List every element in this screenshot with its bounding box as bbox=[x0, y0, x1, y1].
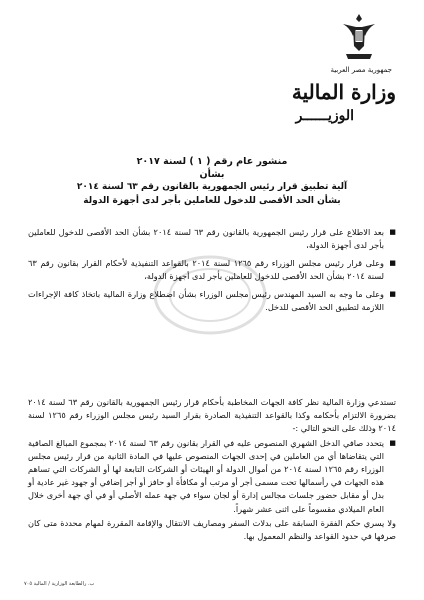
preamble-item: ■ وعلى ما وجه به السيد المهندس رئيس مجلس الوزراء بشأن اضطلاع وزارة المالية باتخاذ كافة الإجراءات اللازمة لتطبيق الحد الأقصى للدخل. bbox=[28, 288, 396, 314]
circular-number: منشور عام رقم ( ١ ) لسنة ٢٠١٧ bbox=[136, 156, 288, 167]
eagle-emblem-icon bbox=[340, 10, 378, 62]
stamp-watermark-icon bbox=[150, 250, 270, 340]
body-intro: تستدعي وزارة المالية نظر كافة الجهات المخاطبة بأحكام قرار رئيس الجمهورية بالقانون رقم ٦٣ لسنة ٢٠١٤ بضرورة الالتزام بأحكامه وكذا بالقواعد التنفيذية الصادرة بقرار السيد رئيس مجلس الوزراء رقم ١٢٦٥ لسنة ٢٠١٤ وذلك على النحو التالي :- bbox=[28, 397, 396, 434]
print-footer: ب. رالطابعة الوزارية / المالية ٧٠٥ bbox=[24, 581, 95, 587]
body-note: ولا يسري حكم الفقرة السابقة على بدلات السفر ومصاريف الانتقال والإقامة المقررة لمهام محددة متى كان صرفها في حدود القواعد والنظم المعمول بها. bbox=[28, 517, 396, 542]
preamble-item: ■ وعلى قرار رئيس مجلس الوزراء رقم ١٢٦٥ لسنة ٢٠١٤ بالقواعد التنفيذية لأحكام القرار بقانون رقم ٦٣ لسنة ٢٠١٤ بشأن الحد الأقصى للدخول للعاملين بأجر لدى أجهزة الدولة، bbox=[28, 257, 396, 283]
circular-body bbox=[28, 396, 396, 544]
republic-name: جمهورية مصر العربية bbox=[330, 66, 392, 74]
minister-title: الوزيــــــر bbox=[295, 108, 354, 124]
preamble-item: ■ بعد الاطلاع على قرار رئيس الجمهورية بالقانون رقم ٦٣ لسنة ٢٠١٤ بشأن الحد الأقصى للدخول للعاملين بأجر لدى أجهزة الدولة، bbox=[28, 226, 396, 252]
subject-line-1: آلية تطبيق قرار رئيس الجمهورية بالقانون رقم ٦٣ لسنة ٢٠١٤ bbox=[76, 182, 348, 192]
ministry-name: وزارة المالية bbox=[291, 80, 396, 104]
subject-line-2: بشأن الحد الأقصى للدخول للعاملين بأجر لدى أجهزة الدولة bbox=[83, 196, 341, 206]
body-item-1: ■ يتحدد صافي الدخل الشهري المنصوص عليه في القرار بقانون رقم ٦٣ لسنة ٢٠١٤ بمجموع المبالغ الصافية التي يتقاضاها أي من العاملين في إحدى الجهات المنصوص عليها في المادة الثانية من قرار رئيس مجلس الوزراء رقم ١٢٦٥ لسنة ٢٠١٤ من أموال الدولة أو الهيئات أو الشركات التابعة لها أو الشركات التي تساهم هذه الجهات في رأسمالها تحت مسمى أجر أو مرتب أو مكافأة أو حافز أو أجر إضافي أو جهود غير عادية أو بدل أو مقابل حضور جلسات مجالس إدارة أو لجان سواء في جهة عمله الأصلي أو في أي جهة أخرى خلال العام الميلادي مقسوماً على اثنى عشر شهراً. bbox=[28, 437, 396, 516]
circular-about: بشأن bbox=[199, 169, 225, 180]
